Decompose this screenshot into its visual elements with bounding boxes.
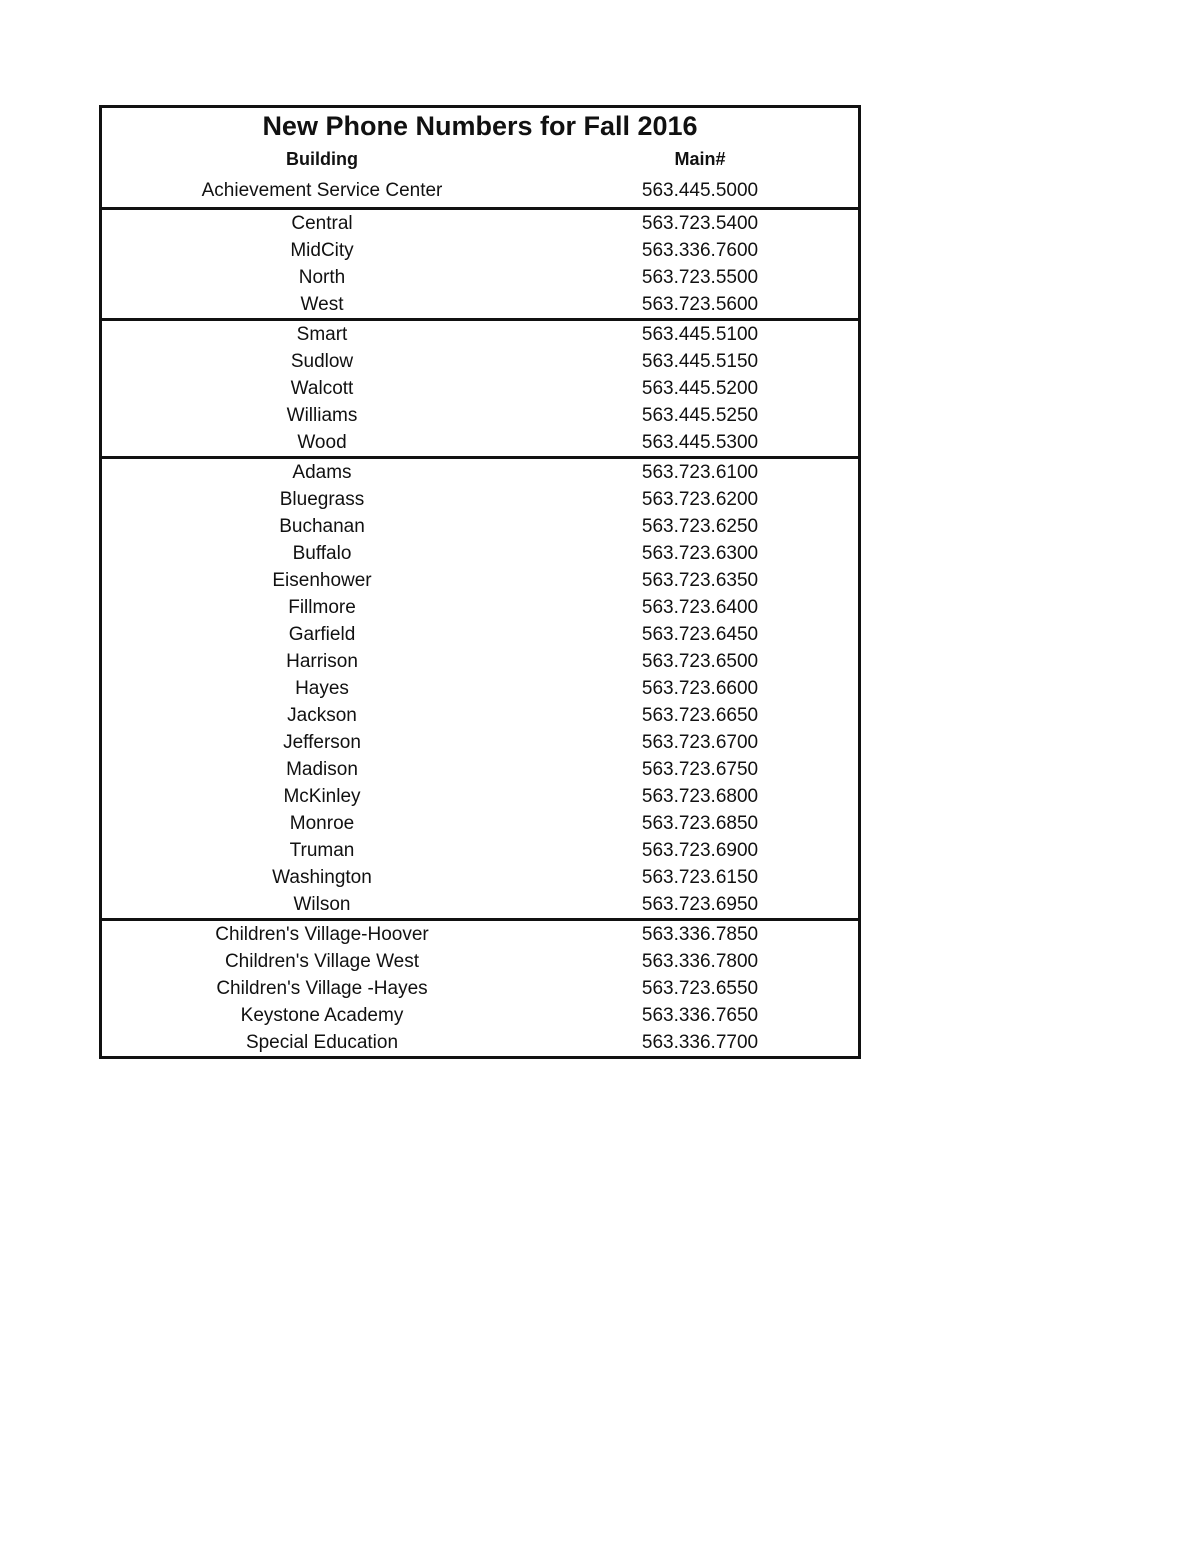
table-row <box>102 648 858 675</box>
building-name: Children's Village-Hoover <box>215 924 429 945</box>
table-row <box>102 837 858 864</box>
main-phone-number: 563.445.5150 <box>641 351 759 372</box>
main-phone-number: 563.723.6250 <box>641 516 759 537</box>
table-title: New Phone Numbers for Fall 2016 <box>262 111 698 141</box>
main-phone-number: 563.723.6600 <box>641 678 759 699</box>
main-phone-number: 563.723.6900 <box>641 840 759 861</box>
main-phone-number: 563.723.6550 <box>641 978 759 999</box>
table-row <box>102 402 858 429</box>
row-group <box>102 207 858 318</box>
building-name: Adams <box>292 462 352 483</box>
main-phone-number: 563.723.6400 <box>641 597 759 618</box>
table-row <box>102 291 858 318</box>
main-phone-number: 563.723.6800 <box>641 786 759 807</box>
main-phone-number: 563.336.7600 <box>641 240 759 261</box>
main-phone-number: 563.336.7800 <box>641 951 759 972</box>
building-name: Williams <box>286 405 358 426</box>
building-name: Buchanan <box>279 516 365 537</box>
table-row <box>102 921 858 948</box>
main-phone-number: 563.723.6300 <box>641 543 759 564</box>
building-name: Special Education <box>245 1032 399 1053</box>
main-phone-number: 563.723.6500 <box>641 651 759 672</box>
table-row <box>102 594 858 621</box>
main-phone-number: 563.445.5250 <box>641 405 759 426</box>
table-row <box>102 459 858 486</box>
table-row <box>102 237 858 264</box>
table-row <box>102 756 858 783</box>
building-name: Eisenhower <box>272 570 372 591</box>
phone-number-table <box>99 105 861 1059</box>
table-row <box>102 975 858 1002</box>
main-phone-number: 563.445.5100 <box>641 324 759 345</box>
main-phone-number: 563.723.6650 <box>641 705 759 726</box>
main-phone-number: 563.723.5500 <box>641 267 759 288</box>
main-phone-number: 563.723.6950 <box>641 894 759 915</box>
table-row <box>102 891 858 918</box>
main-phone-number: 563.723.6200 <box>641 489 759 510</box>
building-name: Harrison <box>286 651 358 672</box>
main-phone-number: 563.723.6350 <box>641 570 759 591</box>
main-phone-number: 563.336.7700 <box>641 1032 759 1053</box>
table-row <box>102 621 858 648</box>
building-name: Children's Village West <box>224 951 420 972</box>
building-name: Fillmore <box>288 597 356 618</box>
row-group <box>102 318 858 456</box>
table-row <box>102 210 858 237</box>
table-row <box>102 375 858 402</box>
table-body <box>102 175 858 1056</box>
building-name: Madison <box>286 759 358 780</box>
table-row <box>102 175 858 207</box>
table-row <box>102 540 858 567</box>
table-row <box>102 948 858 975</box>
building-name: Keystone Academy <box>240 1005 404 1026</box>
building-name: Jackson <box>287 705 357 726</box>
table-row <box>102 702 858 729</box>
table-header <box>102 143 858 175</box>
building-name: North <box>298 267 346 288</box>
row-group <box>102 456 858 918</box>
table-row <box>102 783 858 810</box>
main-phone-number: 563.723.6700 <box>641 732 759 753</box>
row-group <box>102 175 858 207</box>
number-column-header: Main# <box>674 149 726 169</box>
table-row <box>102 1002 858 1029</box>
building-name: Achievement Service Center <box>201 180 443 201</box>
table-row <box>102 348 858 375</box>
main-phone-number: 563.723.6850 <box>641 813 759 834</box>
table-row <box>102 264 858 291</box>
building-name: Garfield <box>288 624 356 645</box>
table-row <box>102 810 858 837</box>
building-name: West <box>300 294 344 315</box>
main-phone-number: 563.336.7650 <box>641 1005 759 1026</box>
building-name: MidCity <box>290 240 354 261</box>
table-row <box>102 729 858 756</box>
building-name: Buffalo <box>292 543 352 564</box>
main-phone-number: 563.723.6750 <box>641 759 759 780</box>
main-phone-number: 563.723.6100 <box>641 462 759 483</box>
building-name: McKinley <box>283 786 361 807</box>
main-phone-number: 563.723.6450 <box>641 624 759 645</box>
building-name: Truman <box>289 840 355 861</box>
table-row <box>102 567 858 594</box>
table-row <box>102 513 858 540</box>
table-row <box>102 675 858 702</box>
table-row <box>102 864 858 891</box>
main-phone-number: 563.336.7850 <box>641 924 759 945</box>
main-phone-number: 563.445.5200 <box>641 378 759 399</box>
building-name: Wood <box>297 432 347 453</box>
building-name: Wilson <box>293 894 351 915</box>
main-phone-number: 563.723.5600 <box>641 294 759 315</box>
building-name: Bluegrass <box>279 489 365 510</box>
building-name: Central <box>291 213 353 234</box>
table-row <box>102 321 858 348</box>
table-row <box>102 429 858 456</box>
building-name: Sudlow <box>290 351 354 372</box>
building-name: Monroe <box>289 813 355 834</box>
building-column-header: Building <box>286 149 358 169</box>
row-group <box>102 918 858 1056</box>
table-row <box>102 1029 858 1056</box>
building-name: Children's Village -Hayes <box>216 978 428 999</box>
building-name: Jefferson <box>283 732 361 753</box>
main-phone-number: 563.445.5300 <box>641 432 759 453</box>
building-name: Walcott <box>290 378 354 399</box>
main-phone-number: 563.445.5000 <box>641 180 759 201</box>
table-row <box>102 486 858 513</box>
building-name: Hayes <box>295 678 349 699</box>
building-name: Smart <box>296 324 348 345</box>
main-phone-number: 563.723.6150 <box>641 867 759 888</box>
building-name: Washington <box>272 867 372 888</box>
main-phone-number: 563.723.5400 <box>641 213 759 234</box>
